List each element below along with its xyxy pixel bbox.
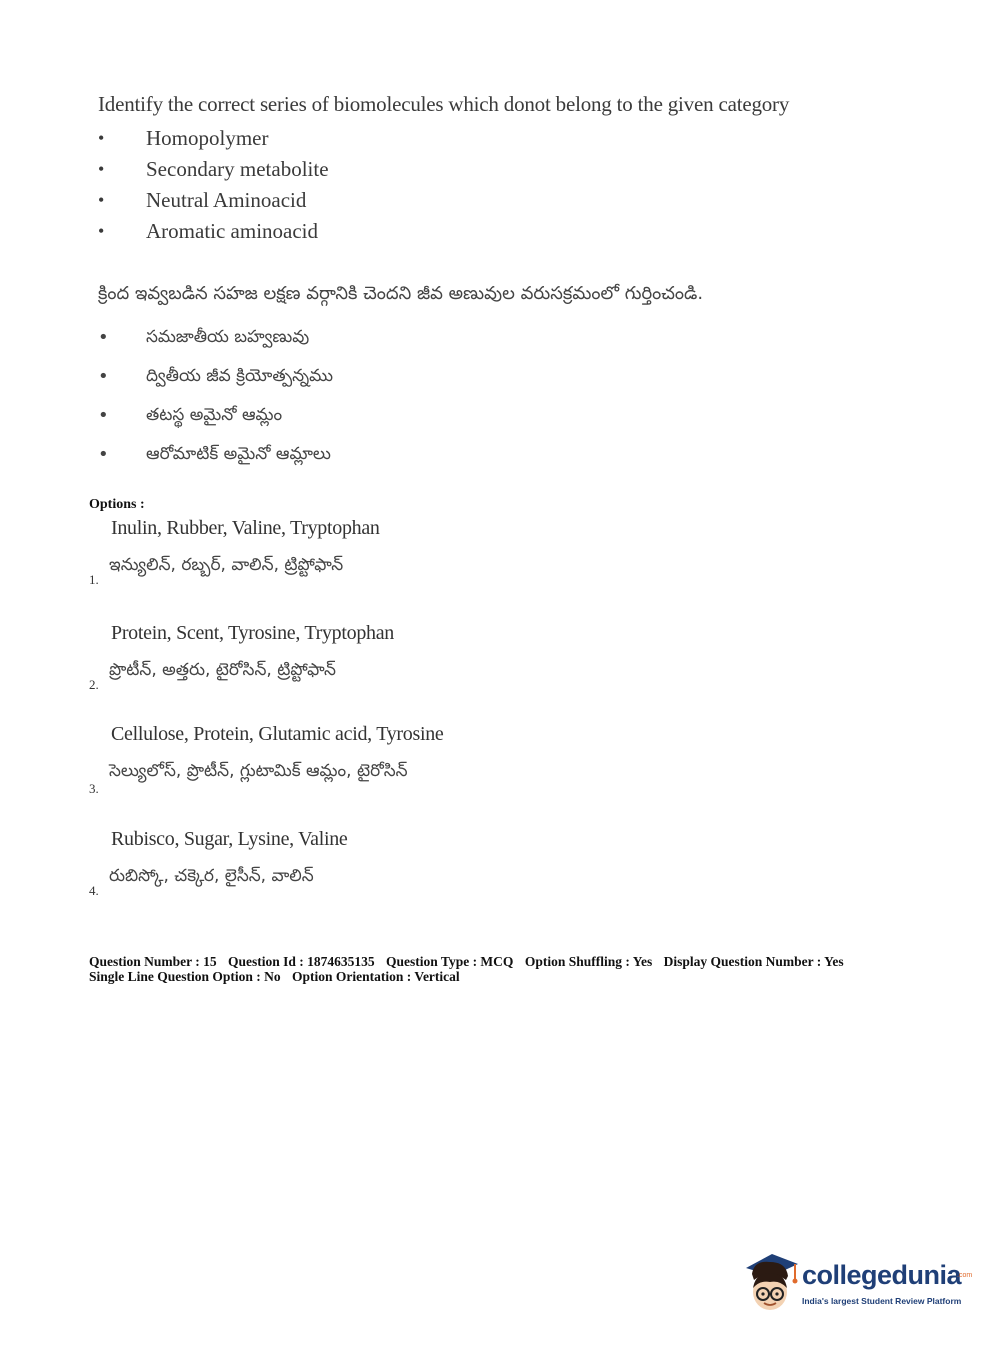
question-block — [92, 92, 912, 474]
question-english-title: Identify the correct series of biomolecules which donot belong to the given category — [98, 92, 790, 116]
list-item — [92, 123, 912, 154]
question-type: Question Type : MCQ — [386, 954, 514, 969]
category-label: Secondary metabolite — [146, 157, 329, 181]
display-question-number: Display Question Number : Yes — [663, 954, 844, 969]
logo-wordmark: collegedunia — [802, 1260, 962, 1290]
question-meta — [89, 954, 852, 984]
question-number: Question Number : 15 — [89, 954, 217, 969]
option-english-text: Rubisco, Sugar, Lysine, Valine — [111, 828, 348, 850]
option-telugu-text: ఇన్యులిన్, రబ్బర్, వాలిన్, ట్రిప్టోఫాన్ — [109, 555, 344, 575]
mascot-icon — [740, 1250, 800, 1320]
category-label: ఆరోమాటిక్ అమైనో ఆమ్లాలు — [146, 444, 331, 464]
option-2[interactable] — [89, 620, 689, 700]
question-telugu-title: క్రింద ఇవ్వబడిన సహజ లక్షణ వర్గానికి చెందని జీవ అణువుల వరుసక్రమంలో గుర్తించండి. — [98, 283, 704, 304]
single-line-option: Single Line Question Option : No — [89, 969, 281, 984]
option-number: 3. — [89, 781, 99, 796]
option-shuffling: Option Shuffling : Yes — [524, 954, 653, 969]
list-item — [92, 154, 912, 185]
meta-line-1 — [89, 954, 852, 969]
option-number: 1. — [89, 572, 99, 587]
question-id: Question Id : 1874635135 — [228, 954, 375, 969]
list-item — [92, 216, 912, 247]
category-label: Neutral Aminoacid — [146, 188, 307, 212]
option-telugu-text: ప్రొటీన్, అత్తరు, టైరోసిన్, ట్రిప్టోఫాన్ — [109, 660, 336, 680]
category-label: తటస్థ అమైనో ఆమ్లం — [146, 405, 283, 425]
option-1[interactable] — [89, 515, 689, 595]
category-label: Aromatic aminoacid — [146, 219, 319, 243]
logo-tagline: India's largest Student Review Platform — [802, 1296, 962, 1306]
meta-line-2 — [89, 969, 852, 984]
bullet-icon: • — [98, 128, 105, 148]
logo-suffix: .com — [957, 1272, 973, 1279]
option-english-text: Inulin, Rubber, Valine, Tryptophan — [111, 517, 380, 539]
bullet-icon: • — [98, 405, 109, 426]
option-telugu-text: రుబిస్కో, చక్కెర, లైసీన్, వాలిన్ — [109, 866, 314, 886]
collegedunia-logo — [740, 1250, 973, 1320]
bullet-icon: • — [98, 444, 109, 465]
option-number: 2. — [89, 677, 99, 692]
option-orientation: Option Orientation : Vertical — [292, 969, 460, 984]
english-category-list — [92, 123, 912, 247]
bullet-icon: • — [98, 221, 105, 241]
option-english-text: Protein, Scent, Tyrosine, Tryptophan — [111, 622, 394, 644]
bullet-icon: • — [98, 190, 105, 210]
category-label: ద్వితీయ జీవ క్రియోత్పన్నము — [146, 366, 333, 386]
list-item — [92, 396, 912, 435]
telugu-category-list — [92, 318, 912, 474]
bullet-icon: • — [98, 366, 109, 387]
category-label: సమజాతీయ బహ్వణువు — [146, 327, 310, 347]
category-label: Homopolymer — [146, 126, 269, 150]
list-item — [92, 435, 912, 474]
option-telugu-text: సెల్యులోస్, ప్రొటీన్, గ్లుటామిక్ ఆమ్లం, టైరోసిన్ — [109, 761, 408, 781]
list-item — [92, 318, 912, 357]
option-4[interactable] — [89, 826, 689, 906]
list-item — [92, 185, 912, 216]
option-english-text: Cellulose, Protein, Glutamic acid, Tyrosine — [111, 723, 444, 745]
list-item — [92, 357, 912, 396]
options-label: Options : — [89, 497, 145, 512]
option-number: 4. — [89, 883, 99, 898]
bullet-icon: • — [98, 327, 109, 348]
bullet-icon: • — [98, 159, 105, 179]
option-3[interactable] — [89, 721, 689, 801]
